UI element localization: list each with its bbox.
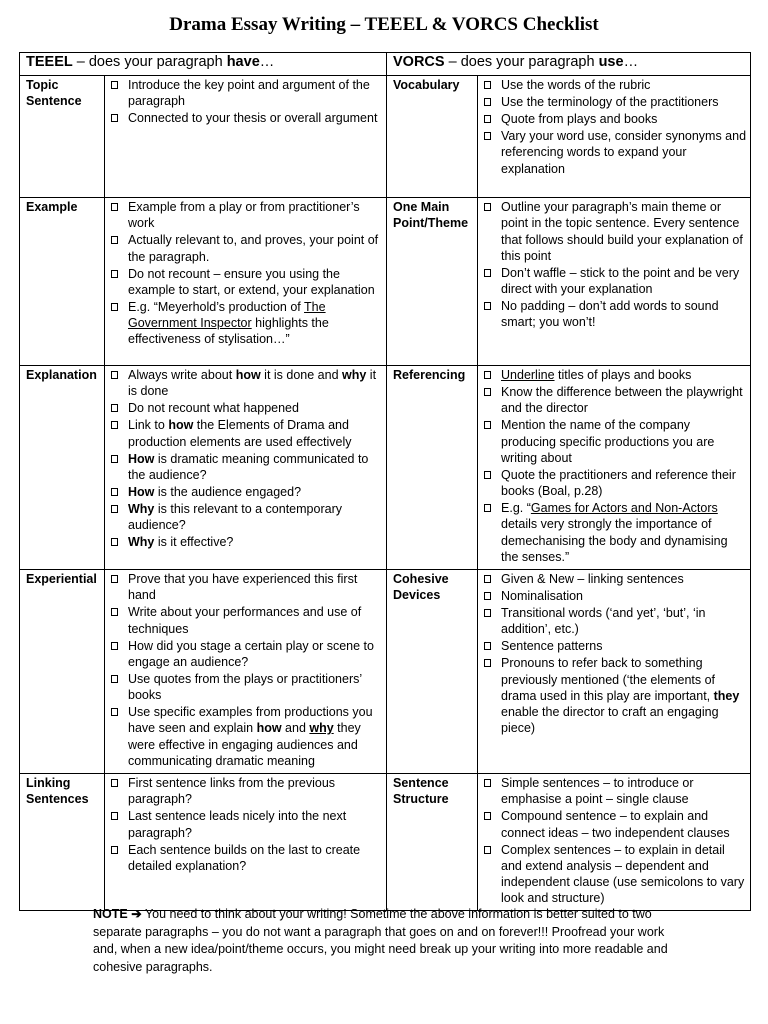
- checklist-item-text: Mention the name of the company producing specific productions you are writing about: [501, 418, 715, 465]
- checkbox-icon: [484, 371, 491, 379]
- checklist-item-text: Simple sentences – to introduce or emphasise a point – single clause: [501, 776, 694, 807]
- checklist-item-text: Quote from plays and books: [501, 111, 658, 126]
- checkbox-icon: [484, 421, 491, 429]
- checkbox-icon: [111, 575, 118, 583]
- checklist-item: [482, 588, 746, 604]
- checklist-item-text: Sentence patterns: [501, 639, 603, 654]
- checklist-item-text: Given & New – linking sentences: [501, 572, 684, 586]
- checklist-item: [109, 775, 382, 808]
- checklist-item: [482, 417, 746, 466]
- checklist-item-text: Example from a play or from practitioner’s work: [128, 200, 360, 231]
- checklist-item: [482, 655, 746, 736]
- checkbox-icon: [484, 575, 491, 583]
- checklist-item-text: Introduce the key point and argument of the paragraph: [128, 78, 370, 109]
- teeel-criterion-label: Linking Sentences: [20, 774, 105, 911]
- checklist-item: [482, 571, 746, 587]
- checkbox-icon: [111, 675, 118, 683]
- checkbox-icon: [484, 592, 491, 600]
- arrow-icon: ➔: [131, 907, 142, 921]
- checkbox-icon: [484, 302, 491, 310]
- checkbox-icon: [484, 779, 491, 787]
- checklist-item-text: No padding – don’t add words to sound smart; you won’t!: [501, 299, 719, 330]
- checklist-item-text: details very strongly the importance of demechanising the body and dynamising the senses.”: [501, 517, 728, 565]
- teeel-header-key: have: [226, 54, 260, 70]
- vorcs-checklist-cell: [478, 570, 751, 774]
- checklist-item-text: they were effective in engaging audiences and communicating dramatic meaning: [128, 721, 361, 769]
- checklist-item-text: is dramatic meaning communicated to the audience?: [128, 451, 369, 482]
- checklist-item: [109, 638, 382, 671]
- checkbox-icon: [111, 371, 118, 379]
- checkbox-icon: [484, 115, 491, 123]
- teeel-checklist-cell: [105, 774, 387, 911]
- teeel-criterion-label: Topic Sentence: [20, 76, 105, 198]
- checkbox-icon: [111, 779, 118, 787]
- checklist-item: [109, 299, 382, 348]
- table-row: [20, 774, 751, 911]
- checklist-item: [109, 367, 382, 400]
- checklist-item-text: How: [128, 484, 155, 499]
- checklist-item-text: Always write about: [128, 368, 236, 382]
- checklist-item: [482, 467, 746, 500]
- checklist-item: [482, 384, 746, 417]
- checklist-item-text: Use the words of the rubric: [501, 78, 651, 92]
- checklist-item-text: Pronouns to refer back to something previously mentioned (‘the elements of drama used in this play are important,: [501, 656, 716, 703]
- checklist: [482, 77, 746, 177]
- checklist-item: [109, 400, 382, 416]
- checklist-item: [109, 484, 382, 500]
- checklist: [482, 775, 746, 907]
- checklist-item: [482, 842, 746, 907]
- checklist-item-text: Last sentence leads nicely into the next paragraph?: [128, 809, 347, 840]
- checklist-item: [482, 500, 746, 565]
- checklist-item-text: is this relevant to a contemporary audience?: [128, 501, 342, 533]
- checklist-item-text: is the audience engaged?: [154, 484, 302, 499]
- checklist-item: [109, 534, 382, 550]
- checklist: [109, 775, 382, 874]
- checklist-item: [109, 77, 382, 110]
- checklist-item-text: how: [235, 368, 261, 382]
- checklist-item-text: Complex sentences – to explain in detail and extend analysis – dependent and independent clause (use semicolons to vary look and structure): [501, 842, 745, 906]
- vorcs-header-ellipsis: …: [623, 54, 639, 70]
- table-row: [20, 198, 751, 366]
- checklist-item: [482, 94, 746, 110]
- checkbox-icon: [111, 236, 118, 244]
- table-header-row: [20, 53, 751, 76]
- teeel-criterion-label: Explanation: [20, 366, 105, 570]
- checkbox-icon: [111, 488, 118, 496]
- checklist-item: [482, 638, 746, 654]
- checkbox-icon: [111, 708, 118, 716]
- checklist-item-text: Do not recount – ensure you using the example to start, or extend, your explanation: [128, 266, 375, 297]
- vorcs-criterion-label: Vocabulary: [387, 76, 478, 198]
- checklist-item-text: Don’t waffle – stick to the point and be very direct with your explanation: [501, 265, 740, 297]
- checklist-item-text: Know the difference between the playwright and the director: [501, 384, 743, 416]
- checklist-item: [482, 265, 746, 298]
- checklist-item-text: Use quotes from the plays or practitioners’ books: [128, 671, 362, 703]
- teeel-checklist-cell: [105, 570, 387, 774]
- checklist-item-text: Games for Actors and Non-Actors: [530, 501, 718, 516]
- checkbox-icon: [111, 505, 118, 513]
- checklist-item-text: How did you stage a certain play or scene to engage an audience?: [128, 638, 374, 669]
- checklist: [109, 367, 382, 550]
- checklist-item-text: Prove that you have experienced this first hand: [128, 572, 358, 603]
- table-row: [20, 570, 751, 774]
- checklist-item: [482, 775, 746, 808]
- vorcs-header-key: use: [598, 54, 624, 70]
- checklist-item-text: Outline your paragraph’s main theme or point in the topic sentence. Every sentence that follows should build your explanation of this point: [501, 200, 743, 263]
- teeel-checklist-cell: [105, 366, 387, 570]
- checklist-item: [109, 199, 382, 232]
- vorcs-criterion-label: Sentence Structure: [387, 774, 478, 911]
- vorcs-checklist-cell: [478, 366, 751, 570]
- checklist-item-text: is it effective?: [154, 535, 234, 550]
- checklist-item-text: how: [256, 721, 282, 736]
- checklist-item: [482, 367, 746, 383]
- checklist-item-text: highlights the effectiveness of stylisation…”: [128, 316, 329, 347]
- teeel-criterion-label: Example: [20, 198, 105, 366]
- checkbox-icon: [111, 270, 118, 278]
- checklist-item-text: Compound sentence – to explain and connect ideas – two independent clauses: [501, 809, 730, 840]
- checklist-item: [109, 417, 382, 450]
- checklist-item-text: Transitional words (‘and yet’, ‘but’, ‘in addition’, etc.): [501, 605, 706, 637]
- checklist-item-text: the Elements of Drama and production elements are used effectively: [128, 418, 352, 449]
- page-title: Drama Essay Writing – TEEEL & VORCS Checklist: [169, 14, 599, 35]
- checkbox-icon: [111, 538, 118, 546]
- checklist-item: [482, 808, 746, 841]
- checklist-item-text: Quote the practitioners and reference their books (Boal, p.28): [501, 467, 736, 499]
- teeel-criterion-label: Experiential: [20, 570, 105, 774]
- checkbox-icon: [111, 114, 118, 122]
- checklist-item: [482, 128, 746, 177]
- checklist-item: [482, 77, 746, 93]
- checklist-item-text: why: [342, 368, 367, 382]
- checklist-item-text: and: [281, 721, 310, 736]
- checklist-item-text: why: [309, 721, 334, 736]
- teeel-header-ellipsis: …: [259, 54, 275, 70]
- vorcs-checklist-cell: [478, 198, 751, 366]
- teeel-header: [20, 53, 387, 76]
- checklist-item-text: Underline: [501, 368, 555, 382]
- checklist-item-text: Do not recount what happened: [128, 401, 299, 416]
- vorcs-header-name: VORCS: [393, 54, 445, 70]
- checklist-item-text: Why: [128, 535, 155, 550]
- checkbox-icon: [484, 471, 491, 479]
- table-body: [20, 76, 751, 911]
- teeel-checklist-cell: [105, 76, 387, 198]
- checkbox-icon: [484, 659, 491, 667]
- checklist-item-text: titles of plays and books: [554, 368, 692, 382]
- teeel-checklist-cell: [105, 198, 387, 366]
- checklist-item: [109, 266, 382, 299]
- checkbox-icon: [111, 303, 118, 311]
- checklist-item-text: E.g. “: [501, 501, 531, 516]
- checkbox-icon: [484, 203, 491, 211]
- checkbox-icon: [111, 81, 118, 89]
- checklist-item-text: Use specific examples from productions you have seen and explain: [128, 705, 373, 736]
- checkbox-icon: [484, 642, 491, 650]
- checklist-item: [109, 110, 382, 126]
- vorcs-criterion-label: Referencing: [387, 366, 478, 570]
- checklist: [109, 571, 382, 769]
- vorcs-criterion-label: One Main Point/Theme: [387, 198, 478, 366]
- checklist-item-text: Write about your performances and use of techniques: [128, 605, 362, 636]
- checklist: [109, 199, 382, 348]
- checklist-item: [109, 842, 382, 875]
- checkbox-icon: [484, 81, 491, 89]
- checklist-item-text: First sentence links from the previous paragraph?: [128, 776, 336, 807]
- checklist-item: [109, 501, 382, 534]
- vorcs-header-text: – does your paragraph: [444, 54, 599, 70]
- checklist-item-text: Vary your word use, consider synonyms and referencing words to expand your explanation: [501, 128, 747, 176]
- note-text: You need to think about your writing! Sometime the above information is better suited to two separate paragraphs – you do not want a paragraph that goes on and on forever!!! Proofread your work and, when a new idea/point/theme occurs, you might need break up your writing into more readable and cohesive paragraphs.: [93, 907, 668, 974]
- vorcs-checklist-cell: [478, 76, 751, 198]
- checkbox-icon: [484, 504, 491, 512]
- checklist-item: [482, 199, 746, 264]
- checklist-item-text: it is done: [128, 368, 377, 399]
- checklist-item: [109, 671, 382, 704]
- checkbox-icon: [111, 455, 118, 463]
- checklist-item-text: The Government Inspector: [128, 299, 326, 331]
- checkbox-icon: [484, 269, 491, 277]
- checklist-item: [109, 808, 382, 841]
- checkbox-icon: [484, 609, 491, 617]
- checkbox-icon: [484, 388, 491, 396]
- vorcs-checklist-cell: [478, 774, 751, 911]
- checklist-item-text: E.g. “Meyerhold’s production of: [128, 299, 305, 314]
- checkbox-icon: [111, 846, 118, 854]
- checklist-item: [109, 704, 382, 769]
- checklist-item-text: Connected to your thesis or overall argument: [128, 111, 378, 126]
- checkbox-icon: [111, 608, 118, 616]
- checklist-item-text: it is done and: [260, 368, 342, 382]
- checklist: [482, 199, 746, 331]
- checklist-item-text: how: [168, 418, 194, 433]
- checklist-item: [482, 111, 746, 127]
- checklist-item-text: Use the terminology of the practitioners: [501, 94, 719, 109]
- checklist-item: [109, 604, 382, 637]
- checkbox-icon: [484, 98, 491, 106]
- checklist-item-text: Why: [128, 501, 155, 516]
- checklist-item-text: Link to: [128, 418, 169, 433]
- checklist-item: [482, 605, 746, 638]
- checklist: [482, 571, 746, 737]
- teeel-header-name: TEEEL: [26, 54, 73, 70]
- checklist-table: [19, 52, 751, 911]
- checklist: [109, 77, 382, 127]
- checkbox-icon: [111, 404, 118, 412]
- checklist-item: [482, 298, 746, 331]
- note-paragraph: [93, 906, 673, 976]
- vorcs-criterion-label: Cohesive Devices: [387, 570, 478, 774]
- note-label: NOTE: [93, 907, 128, 921]
- checkbox-icon: [484, 812, 491, 820]
- teeel-header-text: – does your paragraph: [72, 54, 227, 70]
- checkbox-icon: [111, 642, 118, 650]
- checkbox-icon: [111, 203, 118, 211]
- table-row: [20, 76, 751, 198]
- checklist-item-text: Each sentence builds on the last to create detailed explanation?: [128, 842, 361, 873]
- checklist-item-text: enable the director to craft an engaging piece): [501, 705, 719, 736]
- checklist: [482, 367, 746, 565]
- vorcs-header: [387, 53, 751, 76]
- checkbox-icon: [484, 132, 491, 140]
- checkbox-icon: [111, 812, 118, 820]
- checkbox-icon: [111, 421, 118, 429]
- checklist-item-text: they: [713, 688, 740, 703]
- checklist-item-text: How: [128, 451, 155, 466]
- checklist-item-text: Actually relevant to, and proves, your point of the paragraph.: [128, 233, 379, 264]
- checklist-item: [109, 451, 382, 484]
- checklist-item: [109, 571, 382, 604]
- checklist-item-text: Nominalisation: [501, 588, 583, 603]
- table-row: [20, 366, 751, 570]
- checklist-item: [109, 232, 382, 265]
- checkbox-icon: [484, 846, 491, 854]
